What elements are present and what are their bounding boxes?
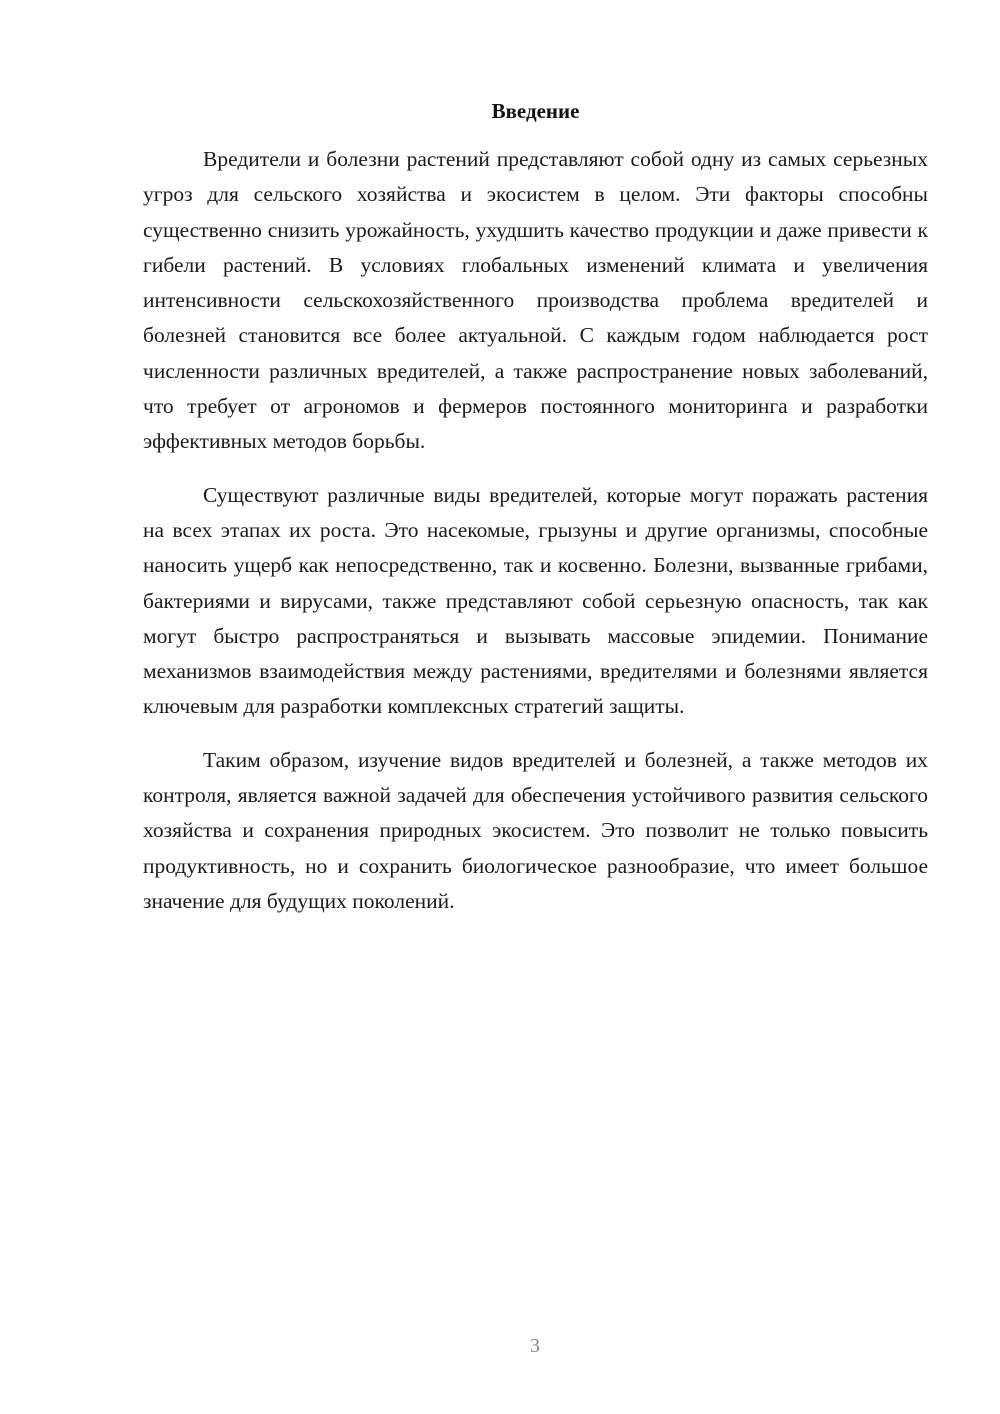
paragraph-1: Вредители и болезни растений представляют собой одну из самых серьезных угроз для сельского хозяйства и экосистем в целом. Эти факторы способны существенно снизить урожайность, ухудшить качество продукции и даже привести к гибели растений. В условиях глобальных изменений климата и увеличения интенсивности сельскохозяйственного производства проблема вредителей и болезней становится все более актуальной. С каждым годом наблюдается рост численности различных вредителей, а также распространение новых заболеваний, что требует от агрономов и фермеров постоянного мониторинга и разработки эффективных методов борьбы. <box>143 147 928 454</box>
paragraph-3: Таким образом, изучение видов вредителей и болезней, а также методов их контроля, является важной задачей для обеспечения устойчивого развития сельского хозяйства и сохранения природных экосистем. Это позволит не только повысить продуктивность, но и сохранить биологическое разнообразие, что имеет большое значение для будущих поколений. <box>143 747 928 913</box>
page-number: 3 <box>530 1335 540 1357</box>
page-title: Введение <box>491 99 580 123</box>
paragraph-2: Существуют различные виды вредителей, которые могут поражать растения на всех этапах их роста. Это насекомые, грызуны и другие организмы, способные наносить ущерб как непосредственно, так и косвенно. Болезни, вызванные грибами, бактериями и вирусами, также представляют собой серьезную опасность, так как могут быстро распространяться и вызывать массовые эпидемии. Понимание механизмов взаимодействия между растениями, вредителями и болезнями является ключевым для разработки комплексных стратегий защиты. <box>143 482 928 719</box>
body-text <box>143 142 928 937</box>
